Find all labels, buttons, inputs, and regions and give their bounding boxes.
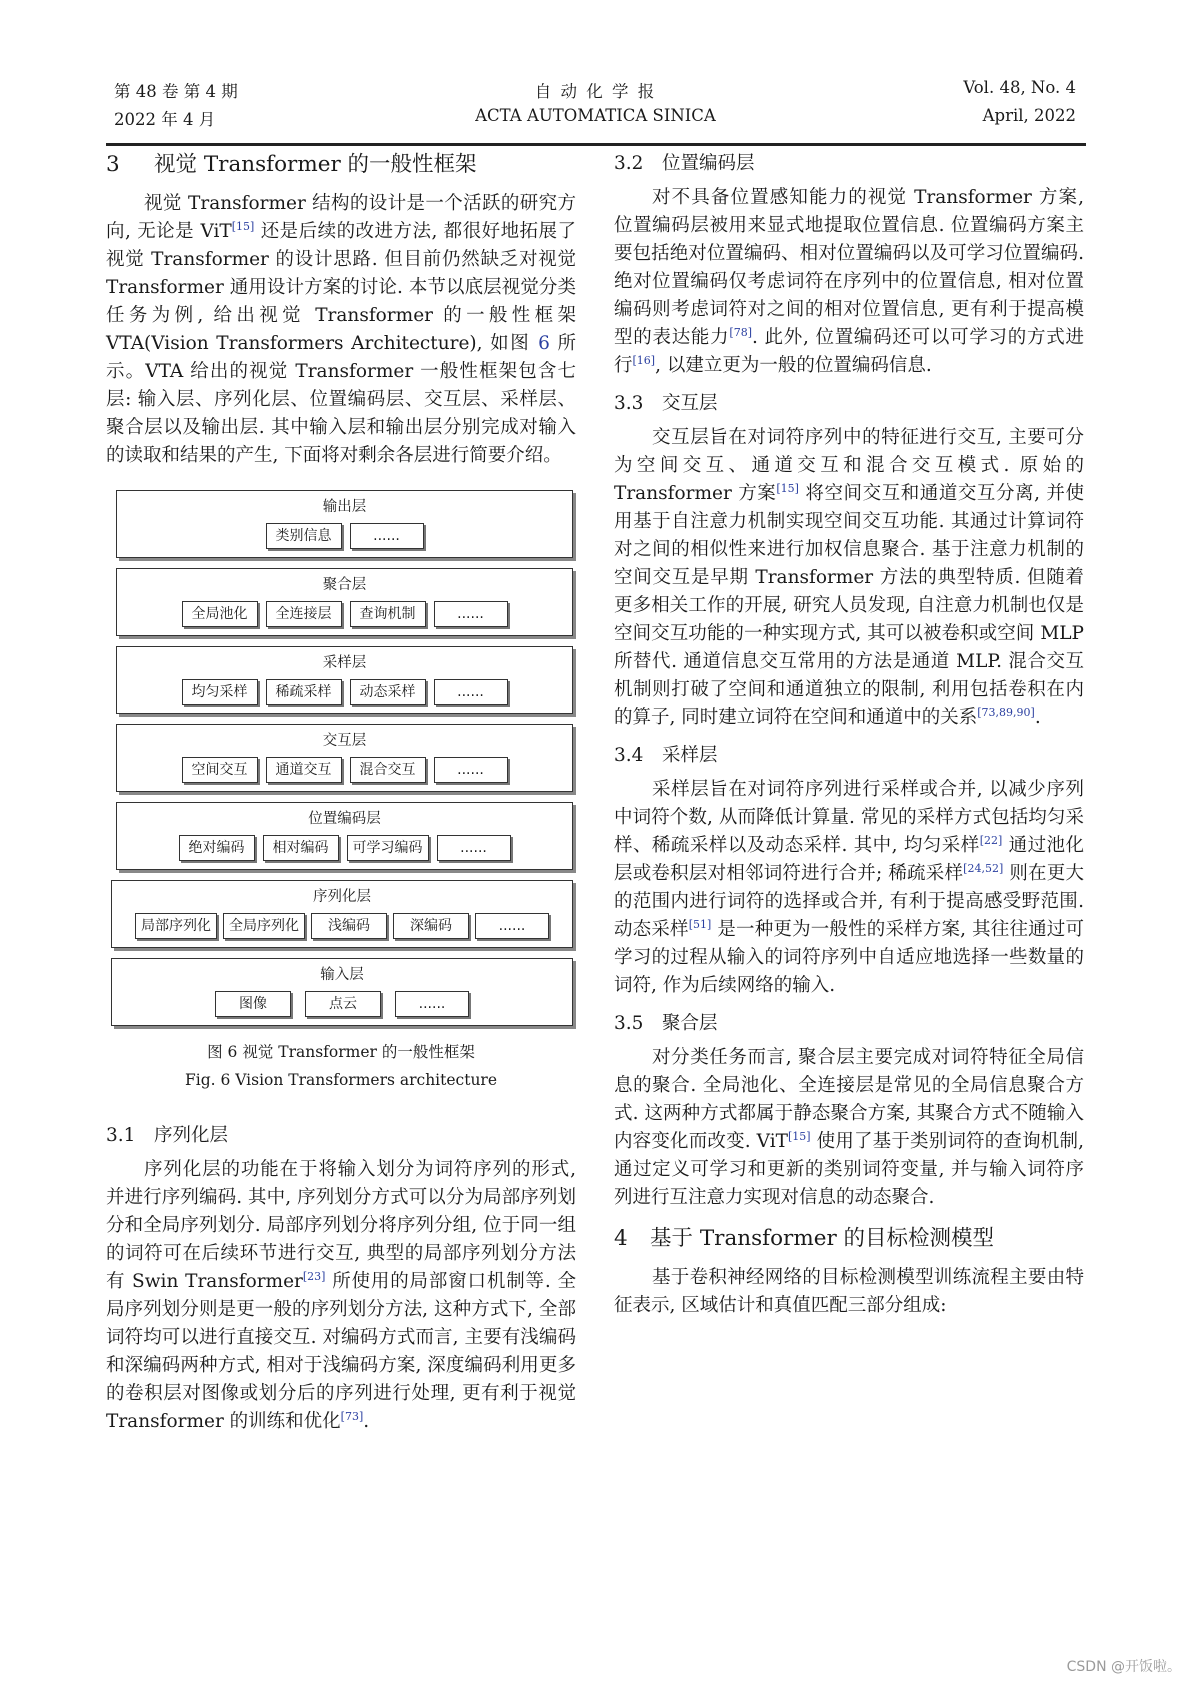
- box-image: 图像: [215, 991, 291, 1017]
- section-3-1-text: 序列化层的功能在于将输入划分为词符序列的形式, 并进行序列编码. 其中, 序列划分方式可以分为局部序列划分和全局序列划分. 局部序列划分将序列分组, 位于同一组的词符可在后续环节进行交互, 典型的局部序列划分方法有 Swin Transformer[23] 所使用的局部窗口机制等. 全局序列划分则是更一般的序列划分方法, 这种方式下, 全部词符均可以进行直接交互. 对编码方式而言, 主要有浅编码和深编码两种方式, 相对于浅编码方案, 深度编码利用更多的卷积层对图像或划分后的序列进行处理, 更有利于视觉 Transformer 的训练和优化[73].: [106, 1159, 576, 1432]
- box-sparse-sampling: 稀疏采样: [266, 679, 342, 705]
- journal-title-cn: 自 动 化 学 报: [534, 82, 657, 101]
- section-3-3-heading: 3.3 交互层: [614, 393, 718, 414]
- right-column: [614, 150, 1084, 1320]
- header-rule: [106, 143, 1086, 146]
- box-ellipsis: ......: [434, 757, 508, 783]
- journal-volume-en: Vol. 48, No. 4: [963, 78, 1076, 97]
- box-class-info: 类别信息: [266, 523, 342, 549]
- section-3-intro: 视觉 Transformer 结构的设计是一个活跃的研究方向, 无论是 ViT[15] 还是后续的改进方法, 都很好地拓展了视觉 Transformer 的设计思路. 但目前仍然缺乏对视觉 Transformer 通用设计方案的讨论. 本节以底层视觉分类任务为例, 给出视觉 Transformer 的一般性框架 VTA(Vision Transformers Architecture), 如图 6 所示。VTA 给出的视觉 Transformer 一般性框架包含七层: 输入层、序列化层、位置编码层、交互层、采样层、聚合层以及输出层. 其中输入层和输出层分别完成对输入的读取和结果的产生, 下面将对剩余各层进行简要介绍。: [106, 193, 576, 466]
- section-3-2-text: 对不具备位置感知能力的视觉 Transformer 方案, 位置编码层被用来显式地提取位置信息. 位置编码方案主要包括绝对位置编码、相对位置编码以及可学习位置编码. 绝对位置编码仅考虑词符在序列中的位置信息, 相对位置编码则考虑词符对之间的相对位置信息, 更有利于提高模型的表达能力[78]. 此外, 位置编码还可以可学习的方式进行[16], 以建立更为一般的位置编码信息.: [614, 187, 1084, 376]
- section-4-heading: 4 基于 Transformer 的目标检测模型: [614, 1226, 995, 1251]
- section-3-1-heading: 3.1 序列化层: [106, 1125, 229, 1146]
- figure-6: [106, 490, 576, 1032]
- citation[interactable]: [15]: [776, 481, 799, 495]
- journal-title-en: ACTA AUTOMATICA SINICA: [475, 106, 716, 125]
- layer-input: 输入层 图像 点云 ......: [111, 958, 573, 1026]
- figure-caption-en: Fig. 6 Vision Transformers architecture: [184, 1071, 498, 1089]
- left-column: [106, 150, 576, 1436]
- citation[interactable]: [15]: [787, 1129, 811, 1143]
- box-ellipsis: ......: [434, 601, 508, 627]
- box-absolute-encoding: 绝对编码: [179, 835, 255, 861]
- section-3-4-heading: 3.4 采样层: [614, 745, 718, 766]
- box-mixed-interaction: 混合交互: [350, 757, 426, 783]
- figure-link[interactable]: 6: [538, 333, 550, 354]
- box-channel-interaction: 通道交互: [266, 757, 342, 783]
- citation[interactable]: [23]: [302, 1269, 326, 1283]
- box-ellipsis: ......: [475, 913, 549, 939]
- journal-date-cn: 2022 年 4 月: [114, 110, 216, 129]
- citation[interactable]: [16]: [632, 353, 656, 367]
- section-3-4-text: 采样层旨在对词符序列进行采样或合并, 以减少序列中词符个数, 从而降低计算量. 常见的采样方式包括均匀采样、稀疏采样以及动态采样. 其中, 均匀采样[22] 通过池化层或卷积层对相邻词符进行合并; 稀疏采样[24,52] 则在更大的范围内进行词符的选择或合并, 有利于提高感受野范围. 动态采样[51] 是一种更为一般性的采样方案, 其往往通过可学习的过程从输入的词符序列中自适应地选择一些数量的词符, 作为后续网络的输入.: [614, 779, 1084, 996]
- layer-serialization: 序列化层 局部序列化 全局序列化 浅编码 深编码 ......: [111, 880, 573, 948]
- citation[interactable]: [78]: [729, 325, 752, 339]
- box-relative-encoding: 相对编码: [263, 835, 339, 861]
- section-3-3-text: 交互层旨在对词符序列中的特征进行交互, 主要可分为空间交互、通道交互和混合交互模式. 原始的 Transformer 方案[15] 将空间交互和通道交互分离, 并使用基于自注意力机制实现空间交互功能. 其通过计算词符对之间的相似性来进行加权信息聚合. 基于注意力机制的空间交互是早期 Transformer 方法的典型特质. 但随着更多相关工作的开展, 研究人员发现, 自注意力机制也仅是空间交互功能的一种实现方式, 其可以被卷积或空间 MLP 所替代. 通道信息交互常用的方法是通道 MLP. 混合交互机制则打破了空间和通道独立的限制, 利用包括卷积在内的算子, 同时建立词符在空间和通道中的关系[73,89,90].: [614, 427, 1084, 728]
- box-spatial-interaction: 空间交互: [182, 757, 258, 783]
- section-3-5-text: 对分类任务而言, 聚合层主要完成对词符特征全局信息的聚合. 全局池化、全连接层是常见的全局信息聚合方式. 这两种方式都属于静态聚合方案, 其聚合方式不随输入内容变化而改变. ViT[15] 使用了基于类别词符的查询机制, 通过定义可学习和更新的类别词符变量, 并与输入词符序列进行互注意力实现对信息的动态聚合.: [614, 1047, 1085, 1208]
- layer-output: 输出层 类别信息 ......: [116, 490, 573, 558]
- layer-sampling: 采样层 均匀采样 稀疏采样 动态采样 ......: [116, 646, 573, 714]
- citation[interactable]: [73]: [340, 1409, 364, 1423]
- box-dynamic-sampling: 动态采样: [350, 679, 426, 705]
- box-uniform-sampling: 均匀采样: [182, 679, 258, 705]
- box-ellipsis: ......: [395, 991, 469, 1017]
- section-3-5-heading: 3.5 聚合层: [614, 1013, 718, 1034]
- citation[interactable]: [15]: [231, 219, 255, 233]
- box-ellipsis: ......: [437, 835, 511, 861]
- citation[interactable]: [24,52]: [963, 861, 1004, 875]
- layer-aggregation: 聚合层 全局池化 全连接层 查询机制 ......: [116, 568, 573, 636]
- box-shallow-encoding: 浅编码: [311, 913, 387, 939]
- section-4-text: 基于卷积神经网络的目标检测模型训练流程主要由特征表示, 区域估计和真值匹配三部分组成:: [614, 1267, 1084, 1316]
- box-learnable-encoding: 可学习编码: [347, 835, 429, 861]
- box-global-serialization: 全局序列化: [223, 913, 305, 939]
- watermark: CSDN @开饭啦。: [1066, 1659, 1181, 1675]
- box-ellipsis: ......: [434, 679, 508, 705]
- citation[interactable]: [73,89,90]: [977, 705, 1035, 719]
- citation[interactable]: [51]: [688, 917, 712, 931]
- journal-date-en: April, 2022: [982, 106, 1076, 125]
- journal-volume-issue: 第 48 卷 第 4 期: [114, 82, 238, 101]
- layer-interaction: 交互层 空间交互 通道交互 混合交互 ......: [116, 724, 573, 792]
- box-local-serialization: 局部序列化: [135, 913, 217, 939]
- section-3-heading: 3 视觉 Transformer 的一般性框架: [106, 152, 477, 177]
- figure-caption-cn: 图 6 视觉 Transformer 的一般性框架: [207, 1043, 475, 1061]
- box-query-mechanism: 查询机制: [350, 601, 426, 627]
- box-point-cloud: 点云: [305, 991, 381, 1017]
- layer-position-encoding: 位置编码层 绝对编码 相对编码 可学习编码 ......: [116, 802, 573, 870]
- section-3-2-heading: 3.2 位置编码层: [614, 153, 755, 174]
- box-ellipsis: ......: [350, 523, 424, 549]
- box-global-pooling: 全局池化: [182, 601, 258, 627]
- box-fc-layer: 全连接层: [266, 601, 342, 627]
- box-deep-encoding: 深编码: [393, 913, 469, 939]
- citation[interactable]: [22]: [979, 833, 1003, 847]
